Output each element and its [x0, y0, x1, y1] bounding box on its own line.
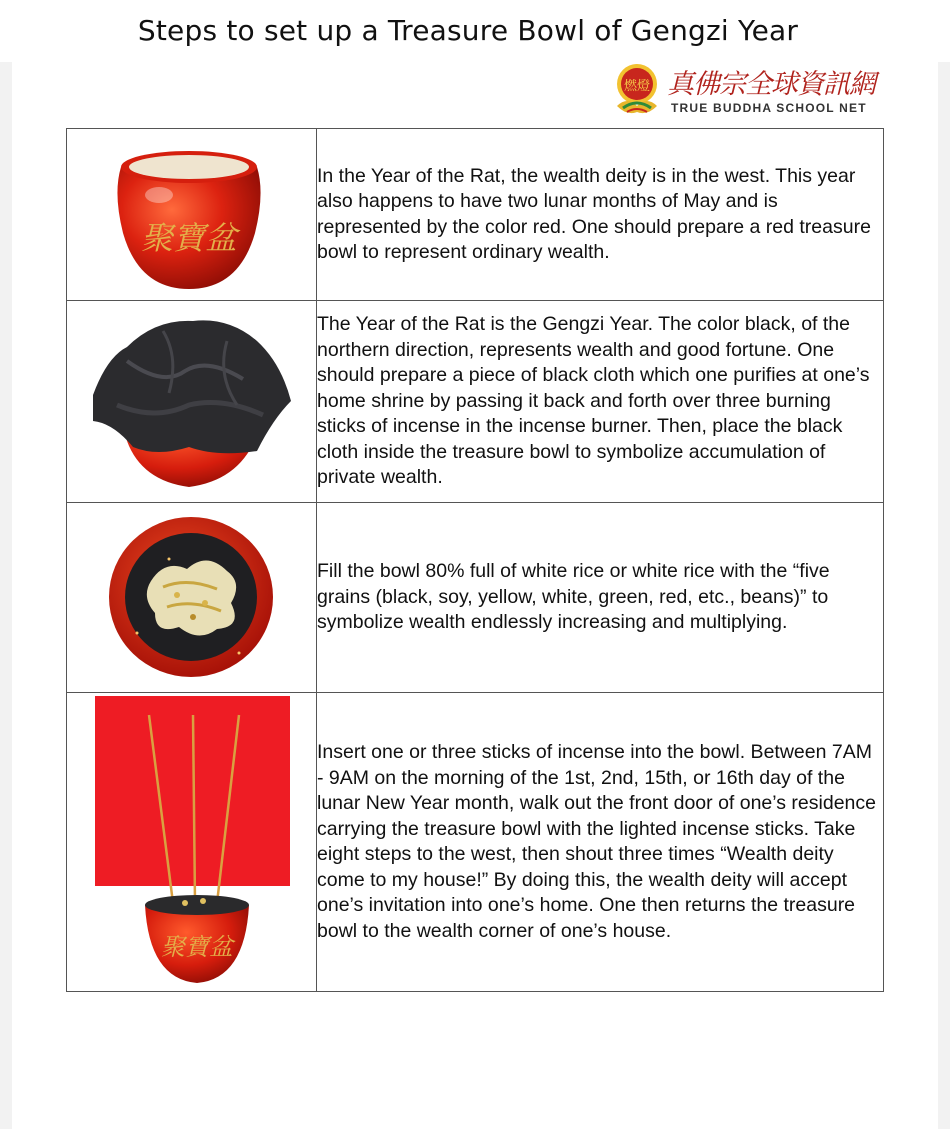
step-text: Insert one or three sticks of incense into the bowl. Between 7AM - 9AM on the morning of the 1st, 2nd, 15th, or 16th day of the lunar New Year month, walk out the front door of one’s residence carrying the treasure bowl with the lighted incense sticks. Take eight steps to the west, then shout three times “Wealth deity come to my house!” By doing this, the wealth deity will accept one’s invitation into one’s home. One then returns the treasure bowl to the wealth corner of one’s house. [317, 693, 884, 992]
step-row [67, 129, 884, 301]
step-image-cell [67, 503, 317, 693]
step-row [67, 301, 884, 503]
step-text: Fill the bowl 80% full of white rice or white rice with the “five grains (black, soy, yellow, white, green, red, etc., beans)” to symbolize wealth endlessly increasing and multiplying. [317, 503, 884, 693]
tbsn-logo[interactable] [613, 62, 878, 118]
step-image-cell [67, 693, 317, 992]
steps-table [66, 128, 884, 992]
emblem-text: 燃燈 [623, 79, 651, 94]
step-row [67, 693, 884, 992]
red-treasure-bowl-image [67, 129, 316, 301]
step-text: The Year of the Rat is the Gengzi Year. The color black, of the northern direction, represents wealth and good fortune. One should prepare a piece of black cloth which one purifies at one’s home shrine by passing it back and forth over three burning sticks of incense in the incense burner. Then, place the black cloth inside the treasure bowl to symbolize accumulation of private wealth. [317, 301, 884, 503]
logo-english-name: TRUE BUDDHA SCHOOL NET [671, 101, 867, 115]
logo-chinese-name: 真佛宗全球資訊網 [667, 69, 875, 100]
page-title: Steps to set up a Treasure Bowl of Gengzi Year [137, 14, 799, 47]
step-image-cell [67, 129, 317, 301]
step-row [67, 503, 884, 693]
bowl-inscription: 聚寶盆 [140, 219, 238, 257]
lotus-emblem-icon [613, 62, 665, 118]
bowl-inscription: 聚寶盆 [161, 933, 233, 961]
bowl-filled-with-rice-image [67, 503, 316, 693]
bowl-with-black-cloth-image [67, 301, 316, 503]
bowl-with-incense-sticks-image [67, 693, 316, 992]
step-text: In the Year of the Rat, the wealth deity is in the west. This year also happens to have two lunar months of May and is represented by the color red. One should prepare a red treasure bowl to represent ordinary wealth. [317, 129, 884, 301]
step-image-cell [67, 301, 317, 503]
